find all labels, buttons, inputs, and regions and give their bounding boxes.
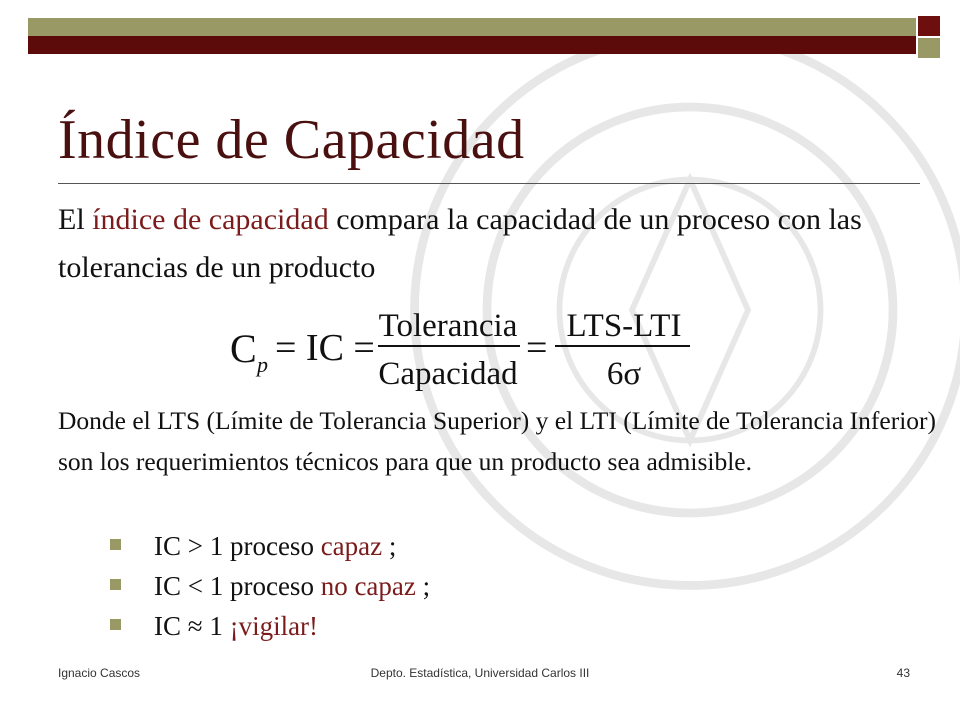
capacity-index-formula [230, 300, 700, 395]
formula-lhs-sub: p [257, 352, 268, 377]
header-maroon-stripe [28, 36, 916, 54]
bullet-pre: IC > 1 proceso [154, 531, 321, 561]
corner-square-olive [918, 38, 940, 58]
formula-num2: LTS-LTI [566, 308, 682, 344]
bullet-item [110, 526, 430, 566]
intro-pre: El [58, 203, 93, 236]
bullet-highlight: capaz [320, 531, 383, 561]
formula-eq1: = IC = [275, 327, 375, 369]
description-paragraph: Donde el LTS (Límite de Tolerancia Superior) y el LTI (Límite de Tolerancia Inferior) son los requerimientos técnicos para que un producto sea admisible. [58, 406, 937, 476]
intro-post: compara la capacidad de un proceso con las tolerancias de un producto [58, 203, 862, 284]
bullet-item [110, 606, 430, 646]
bullet-list [110, 526, 430, 646]
intro-paragraph [58, 196, 918, 292]
footer-author: Ignacio Cascos [58, 666, 141, 680]
bullet-square-icon [110, 619, 121, 630]
formula-lhs: C [230, 326, 257, 371]
bullet-highlight: ¡vigilar! [229, 611, 319, 641]
formula-num1: Tolerancia [378, 308, 518, 344]
footer-page-number: 43 [896, 666, 910, 680]
footer-department: Depto. Estadística, Universidad Carlos III [370, 666, 590, 680]
bullet-square-icon [110, 579, 121, 590]
bullet-highlight: no capaz [320, 571, 416, 601]
bullet-pre: IC < 1 proceso [154, 571, 321, 601]
bullet-post: ; [415, 571, 431, 601]
bullet-item [110, 566, 430, 606]
formula-eq2: = [526, 327, 548, 369]
bullet-square-icon [110, 539, 121, 550]
title-divider [58, 183, 920, 184]
bullet-pre: IC ≈ 1 [154, 611, 230, 641]
slide-title: Índice de Capacidad [58, 109, 525, 171]
formula-den1: Capacidad [378, 356, 518, 392]
header-decoration-bar [28, 18, 916, 59]
intro-term: índice de capacidad [92, 203, 329, 236]
formula-den2: 6σ [606, 356, 642, 392]
header-olive-stripe [28, 18, 916, 36]
corner-square-maroon [918, 16, 940, 36]
bullet-post: ; [382, 531, 397, 561]
